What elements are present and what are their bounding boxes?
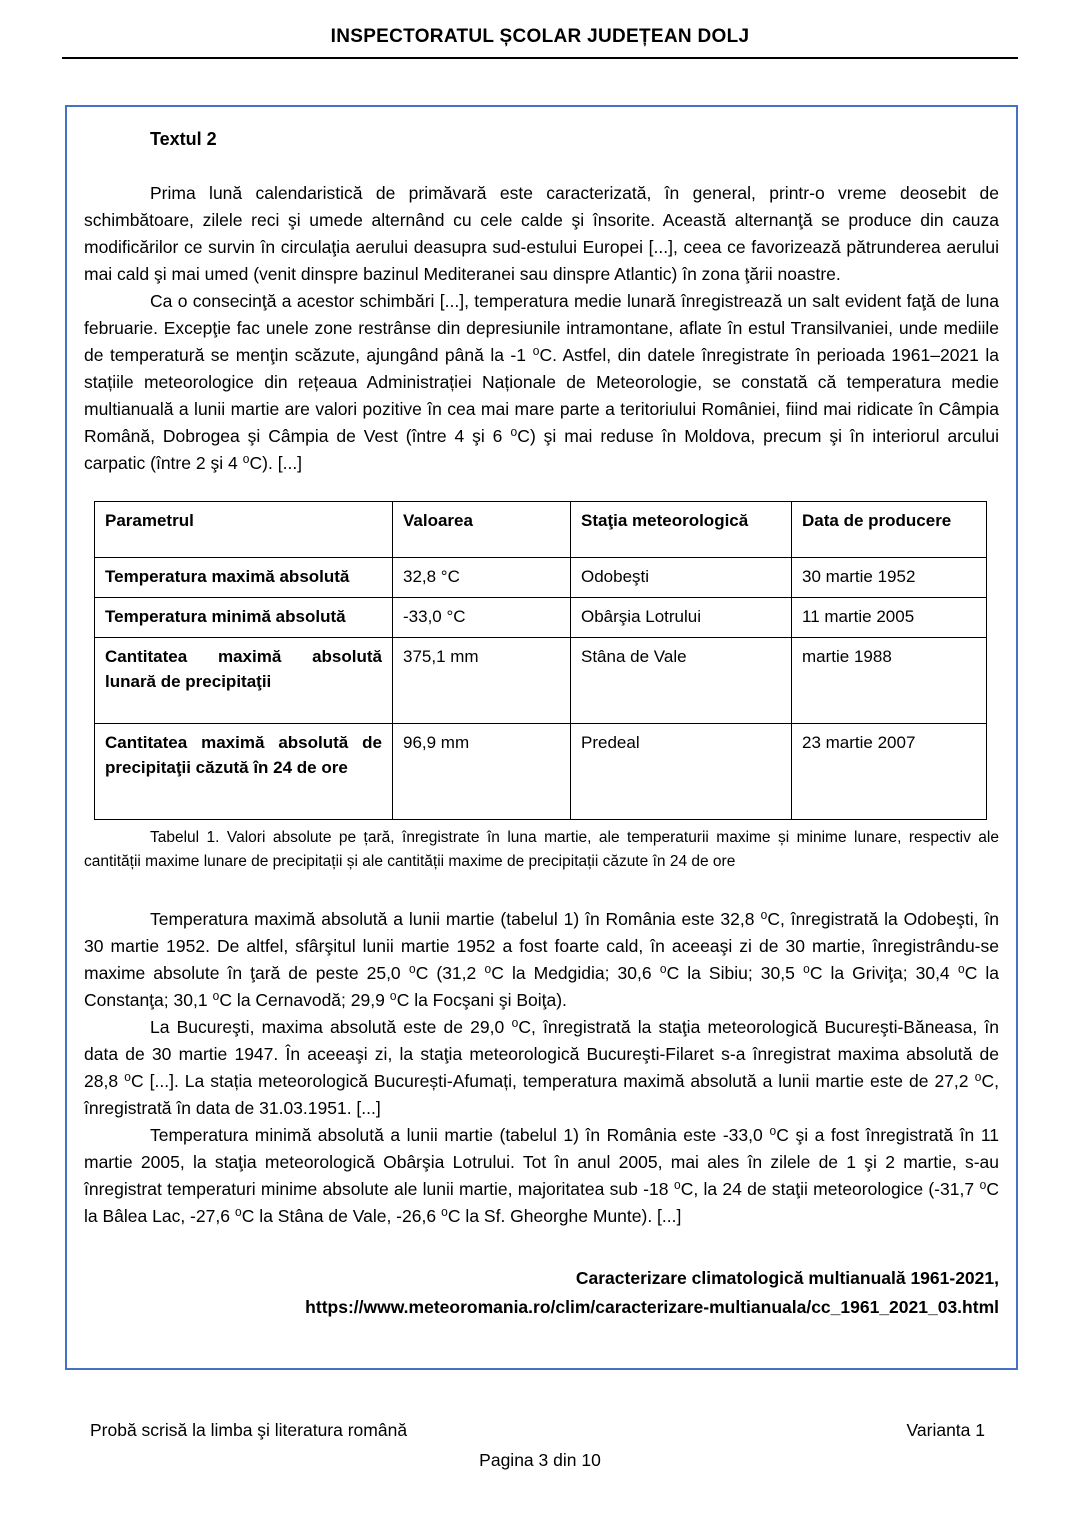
weather-records-table bbox=[94, 501, 987, 820]
cell-data: 23 martie 2007 bbox=[792, 724, 987, 820]
analysis-text bbox=[84, 906, 999, 1230]
table-row bbox=[95, 598, 987, 638]
cell-statia: Predeal bbox=[571, 724, 792, 820]
cell-statia: Obârşia Lotrului bbox=[571, 598, 792, 638]
source-attribution bbox=[84, 1264, 999, 1322]
source-title: Caracterizare climatologică multianuală 1961-2021, bbox=[575, 1268, 999, 1288]
paragraph-1: Prima lună calendaristică de primăvară este caracterizată, în general, printr-o vreme deosebit de schimbătoare, zilele reci şi umede alternând cu cele calde şi însorite. Această alternanţă se produce din cauza modificărilor ce survin în circulaţia aerului deasupra sud-estului Europei [...], ceea ce favorizează pătrunderea aerului mai cald şi mai umed (venit dinspre bazinul Mediteranei sau dinspre Atlantic) în zona ţării noastre. bbox=[84, 183, 999, 284]
cell-data: 11 martie 2005 bbox=[792, 598, 987, 638]
table-caption: Tabelul 1. Valori absolute pe țară, înregistrate în luna martie, ale temperaturii maxime și minime lunare, respectiv ale cantității maxime lunare de precipitații și ale cantității maxime de precipitații căzute în 24 de ore bbox=[84, 829, 999, 870]
column-header-parametrul: Parametrul bbox=[95, 502, 393, 558]
table-row bbox=[95, 724, 987, 820]
paragraph-5: Temperatura minimă absolută a lunii martie (tabelul 1) în România este -33,0 ⁰C şi a fost înregistrată în 11 martie 2005, la staţia meteorologică Obârşia Lotrului. Tot în anul 2005, mai ales în zilele de 1 şi 2 martie, s-au înregistrat temperaturi minime absolute ale lunii martie, majoritatea sub -18 ⁰C, la 24 de staţii meteorologice (-31,7 ⁰C la Bâlea Lac, -27,6 ⁰C la Stâna de Vale, -26,6 ⁰C la Sf. Gheorghe Munte). [...] bbox=[84, 1125, 999, 1226]
cell-statia: Odobeşti bbox=[571, 558, 792, 598]
column-header-statia: Staţia meteorologică bbox=[571, 502, 792, 558]
cell-parametrul: Temperatura maximă absolută bbox=[95, 558, 393, 598]
text-heading: Textul 2 bbox=[150, 129, 217, 149]
cell-valoarea: 96,9 mm bbox=[393, 724, 571, 820]
source-url: https://www.meteoromania.ro/clim/caracterizare-multianuala/cc_1961_2021_03.html bbox=[305, 1297, 999, 1317]
cell-parametrul: Cantitatea maximă absolută lunară de precipitaţii bbox=[95, 638, 393, 724]
footer-exam-name: Probă scrisă la limba şi literatura română bbox=[90, 1420, 408, 1440]
paragraph-3: Temperatura maximă absolută a lunii martie (tabelul 1) în România este 32,8 ⁰C, înregistrată la Odobeşti, în 30 martie 1952. De altfel, sfârşitul lunii martie 1952 a fost foarte cald, în aceeaşi zi de 30 martie, înregistrându-se maxime absolute în ţară de peste 25,0 ⁰C (31,2 ⁰C la Medgidia; 30,6 ⁰C la Sibiu; 30,5 ⁰C la Griviţa; 30,4 ⁰C la Constanţa; 30,1 ⁰C la Cernavodă; 29,9 ⁰C la Focşani şi Boiţa). bbox=[84, 909, 999, 1010]
page-title: INSPECTORATUL ȘCOLAR JUDEȚEAN DOLJ bbox=[330, 26, 750, 47]
cell-data: martie 1988 bbox=[792, 638, 987, 724]
paragraph-2: Ca o consecinţă a acestor schimbări [...], temperatura medie lunară înregistrează un salt evident faţă de luna februarie. Excepţie fac unele zone restrânse din depresiunile intramontane, aflate în estul Transilvaniei, unde mediile de temperatură se menţin scăzute, ajungând până la -1 ⁰C. Astfel, din datele înregistrate în perioada 1961–2021 la stațiile meteorologice din rețeaua Administrației Naționale de Meteorologie, se constată că temperatura medie multianuală a lunii martie are valori pozitive în cea mai mare parte a teritoriului României, fiind mai ridicate în Câmpia Română, Dobrogea şi Câmpia de Vest (între 4 şi 6 ⁰C) şi mai reduse în Moldova, precum şi în interiorul arcului carpatic (între 2 şi 4 ⁰C). [...] bbox=[84, 291, 999, 473]
table-row bbox=[95, 558, 987, 598]
table-row bbox=[95, 638, 987, 724]
paragraph-4: La Bucureşti, maxima absolută este de 29,0 ⁰C, înregistrată la staţia meteorologică Bucureşti-Băneasa, în data de 30 martie 1947. În aceeaşi zi, la staţia meteorologică Bucureşti-Filaret s-a înregistrat maxima absolută de 28,8 ⁰C [...]. La stația meteorologică București-Afumați, temperatura maximă absolută a lunii martie este de 27,2 ⁰C, înregistrată în data de 31.03.1951. [...] bbox=[84, 1017, 999, 1118]
cell-parametrul: Cantitatea maximă absolută de precipitaţii căzută în 24 de ore bbox=[95, 724, 393, 820]
cell-valoarea: 32,8 °C bbox=[393, 558, 571, 598]
footer-variant: Varianta 1 bbox=[906, 1420, 985, 1440]
cell-valoarea: -33,0 °C bbox=[393, 598, 571, 638]
cell-valoarea: 375,1 mm bbox=[393, 638, 571, 724]
text-2-box bbox=[65, 105, 1018, 1370]
page-footer bbox=[0, 1420, 1080, 1471]
column-header-valoarea: Valoarea bbox=[393, 502, 571, 558]
table-header-row bbox=[95, 502, 987, 558]
cell-parametrul: Temperatura minimă absolută bbox=[95, 598, 393, 638]
cell-data: 30 martie 1952 bbox=[792, 558, 987, 598]
cell-statia: Stâna de Vale bbox=[571, 638, 792, 724]
footer-page-number: Pagina 3 din 10 bbox=[479, 1450, 601, 1470]
column-header-data: Data de producere bbox=[792, 502, 987, 558]
header-divider bbox=[62, 57, 1018, 59]
